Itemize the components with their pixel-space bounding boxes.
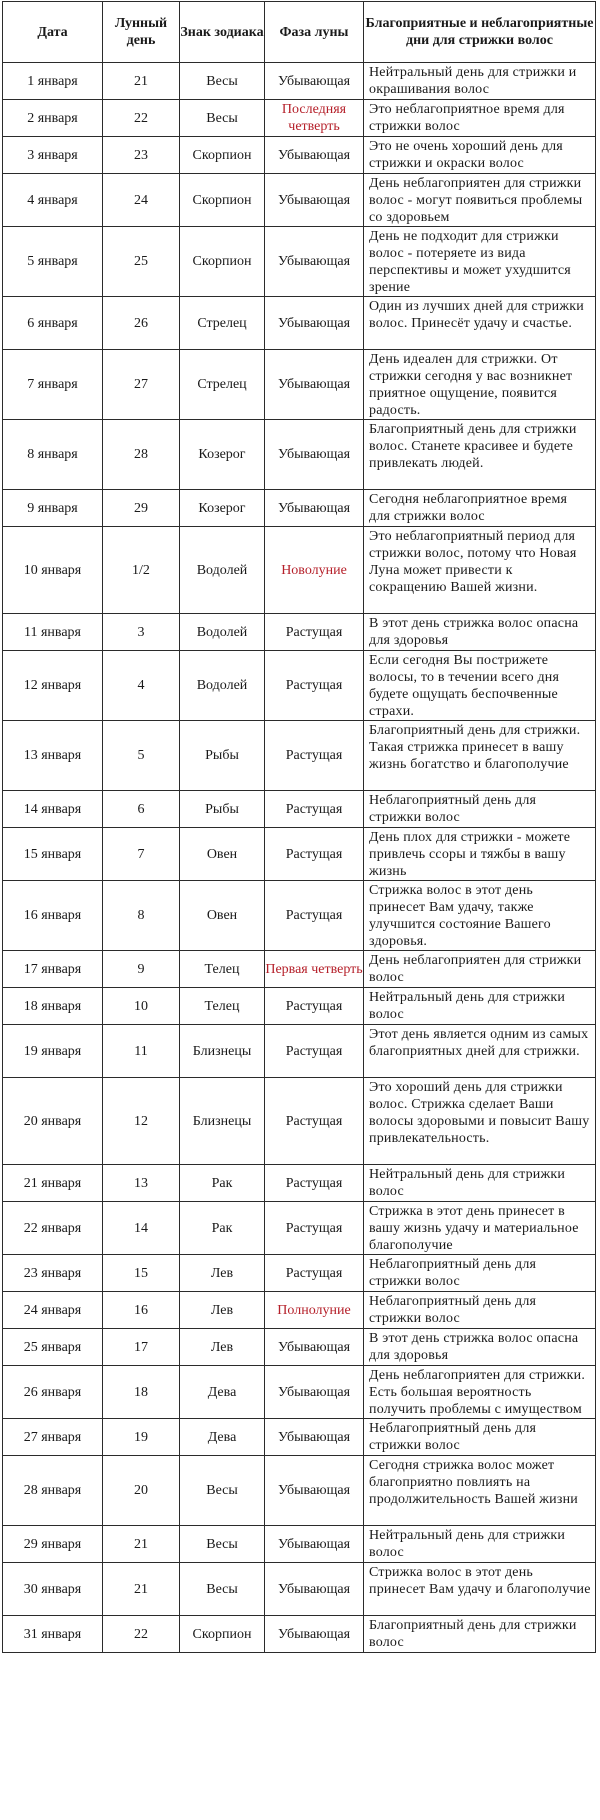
zodiac-sign-cell: Весы [180, 100, 265, 137]
lunar-day-cell: 27 [103, 350, 180, 420]
zodiac-sign-cell: Рыбы [180, 721, 265, 791]
lunar-day-cell: 16 [103, 1292, 180, 1329]
lunar-day-cell: 21 [103, 1563, 180, 1616]
zodiac-sign-cell: Скорпион [180, 174, 265, 227]
moon-phase-cell: Растущая [265, 881, 364, 951]
moon-phase-cell: Убывающая [265, 174, 364, 227]
lunar-day-cell: 20 [103, 1456, 180, 1526]
header-lunar-day: Лунный день [103, 2, 180, 63]
haircut-note-cell: Один из лучших дней для стрижки волос. Принесёт удачу и счастье. [364, 297, 596, 350]
haircut-note-cell: Это хороший день для стрижки волос. Стрижка сделает Ваши волосы здоровыми и повысит Вашу привлекательность. [364, 1078, 596, 1165]
date-cell: 7 января [3, 350, 103, 420]
haircut-note-cell: День неблагоприятен для стрижки волос [364, 951, 596, 988]
date-cell: 6 января [3, 297, 103, 350]
lunar-day-cell: 21 [103, 63, 180, 100]
zodiac-sign-cell: Козерог [180, 490, 265, 527]
moon-phase-cell: Растущая [265, 988, 364, 1025]
haircut-note-cell: Стрижка волос в этот день принесет Вам удачу и благополучие [364, 1563, 596, 1616]
header-date: Дата [3, 2, 103, 63]
lunar-day-cell: 21 [103, 1526, 180, 1563]
date-cell: 31 января [3, 1616, 103, 1653]
moon-phase-cell: Убывающая [265, 1456, 364, 1526]
lunar-day-cell: 10 [103, 988, 180, 1025]
table-row [3, 1419, 596, 1456]
lunar-day-cell: 15 [103, 1255, 180, 1292]
header-zodiac-sign: Знак зодиака [180, 2, 265, 63]
date-cell: 29 января [3, 1526, 103, 1563]
table-row [3, 1078, 596, 1165]
haircut-note-cell: Неблагоприятный день для стрижки волос [364, 1419, 596, 1456]
date-cell: 4 января [3, 174, 103, 227]
table-row [3, 828, 596, 881]
moon-phase-cell: Растущая [265, 791, 364, 828]
date-cell: 14 января [3, 791, 103, 828]
lunar-day-cell: 18 [103, 1366, 180, 1419]
table-row [3, 1366, 596, 1419]
moon-phase-cell: Полнолуние [265, 1292, 364, 1329]
moon-phase-cell: Убывающая [265, 1563, 364, 1616]
zodiac-sign-cell: Скорпион [180, 1616, 265, 1653]
moon-phase-cell: Убывающая [265, 420, 364, 490]
table-row [3, 1025, 596, 1078]
zodiac-sign-cell: Водолей [180, 651, 265, 721]
lunar-day-cell: 11 [103, 1025, 180, 1078]
date-cell: 28 января [3, 1456, 103, 1526]
haircut-note-cell: День неблагоприятен для стрижки волос - могут появиться проблемы со здоровьем [364, 174, 596, 227]
haircut-note-cell: День идеален для стрижки. От стрижки сегодня у вас возникнет приятное ощущение, появится радость. [364, 350, 596, 420]
zodiac-sign-cell: Рак [180, 1165, 265, 1202]
table-row [3, 1616, 596, 1653]
date-cell: 17 января [3, 951, 103, 988]
moon-phase-cell: Растущая [265, 1255, 364, 1292]
table-row [3, 1202, 596, 1255]
zodiac-sign-cell: Водолей [180, 527, 265, 614]
zodiac-sign-cell: Лев [180, 1292, 265, 1329]
moon-phase-cell: Убывающая [265, 1329, 364, 1366]
lunar-day-cell: 24 [103, 174, 180, 227]
table-row [3, 1456, 596, 1526]
haircut-note-cell: Стрижка в этот день принесет в вашу жизнь удачу и материальное благополучие [364, 1202, 596, 1255]
moon-phase-cell: Убывающая [265, 1419, 364, 1456]
moon-phase-cell: Убывающая [265, 137, 364, 174]
haircut-note-cell: День плох для стрижки - можете привлечь ссоры и тяжбы в вашу жизнь [364, 828, 596, 881]
moon-phase-cell: Убывающая [265, 1366, 364, 1419]
zodiac-sign-cell: Скорпион [180, 227, 265, 297]
header-haircut-days: Благоприятные и неблагоприятные дни для стрижки волос [364, 2, 596, 63]
date-cell: 25 января [3, 1329, 103, 1366]
haircut-note-cell: Неблагоприятный день для стрижки волос [364, 1255, 596, 1292]
lunar-day-cell: 22 [103, 1616, 180, 1653]
zodiac-sign-cell: Рак [180, 1202, 265, 1255]
table-row [3, 1255, 596, 1292]
lunar-day-cell: 9 [103, 951, 180, 988]
table-row [3, 988, 596, 1025]
haircut-note-cell: Благоприятный день для стрижки волос [364, 1616, 596, 1653]
moon-phase-cell: Растущая [265, 614, 364, 651]
calendar-table-container [2, 1, 595, 1653]
zodiac-sign-cell: Весы [180, 1456, 265, 1526]
lunar-day-cell: 5 [103, 721, 180, 791]
haircut-note-cell: Нейтральный день для стрижки волос [364, 1526, 596, 1563]
table-row [3, 490, 596, 527]
lunar-day-cell: 22 [103, 100, 180, 137]
zodiac-sign-cell: Близнецы [180, 1025, 265, 1078]
table-row [3, 297, 596, 350]
lunar-day-cell: 29 [103, 490, 180, 527]
zodiac-sign-cell: Рыбы [180, 791, 265, 828]
header-moon-phase: Фаза луны [265, 2, 364, 63]
moon-phase-cell: Растущая [265, 1078, 364, 1165]
table-row [3, 1329, 596, 1366]
date-cell: 5 января [3, 227, 103, 297]
lunar-day-cell: 14 [103, 1202, 180, 1255]
table-row [3, 227, 596, 297]
date-cell: 3 января [3, 137, 103, 174]
moon-phase-cell: Убывающая [265, 1526, 364, 1563]
haircut-calendar-table [2, 1, 596, 1653]
table-row [3, 1563, 596, 1616]
zodiac-sign-cell: Овен [180, 828, 265, 881]
zodiac-sign-cell: Лев [180, 1329, 265, 1366]
moon-phase-cell: Убывающая [265, 297, 364, 350]
moon-phase-cell: Растущая [265, 721, 364, 791]
table-row [3, 63, 596, 100]
table-row [3, 614, 596, 651]
moon-phase-cell: Первая четверть [265, 951, 364, 988]
date-cell: 30 января [3, 1563, 103, 1616]
table-row [3, 721, 596, 791]
lunar-day-cell: 25 [103, 227, 180, 297]
lunar-day-cell: 12 [103, 1078, 180, 1165]
haircut-note-cell: День не подходит для стрижки волос - потеряете из вида перспективы и может ухудшится зрение [364, 227, 596, 297]
lunar-day-cell: 7 [103, 828, 180, 881]
table-row [3, 420, 596, 490]
moon-phase-cell: Растущая [265, 651, 364, 721]
zodiac-sign-cell: Скорпион [180, 137, 265, 174]
haircut-note-cell: Нейтральный день для стрижки волос [364, 988, 596, 1025]
date-cell: 24 января [3, 1292, 103, 1329]
date-cell: 12 января [3, 651, 103, 721]
haircut-note-cell: Благоприятный день для стрижки волос. Станете красивее и будете привлекать людей. [364, 420, 596, 490]
haircut-note-cell: День неблагоприятен для стрижки. Есть большая вероятность получить проблемы с имуществом [364, 1366, 596, 1419]
date-cell: 13 января [3, 721, 103, 791]
haircut-note-cell: Нейтральный день для стрижки волос [364, 1165, 596, 1202]
haircut-note-cell: В этот день стрижка волос опасна для здоровья [364, 1329, 596, 1366]
lunar-day-cell: 26 [103, 297, 180, 350]
zodiac-sign-cell: Стрелец [180, 297, 265, 350]
zodiac-sign-cell: Весы [180, 1563, 265, 1616]
haircut-note-cell: Это не очень хороший день для стрижки и окраски волос [364, 137, 596, 174]
table-body [3, 63, 596, 1653]
date-cell: 21 января [3, 1165, 103, 1202]
date-cell: 10 января [3, 527, 103, 614]
table-row [3, 951, 596, 988]
moon-phase-cell: Растущая [265, 1202, 364, 1255]
table-row [3, 881, 596, 951]
moon-phase-cell: Растущая [265, 1165, 364, 1202]
table-row [3, 651, 596, 721]
moon-phase-cell: Убывающая [265, 63, 364, 100]
haircut-note-cell: Если сегодня Вы пострижете волосы, то в течении всего дня будете ощущать беспочвенные страхи. [364, 651, 596, 721]
zodiac-sign-cell: Дева [180, 1366, 265, 1419]
lunar-day-cell: 17 [103, 1329, 180, 1366]
date-cell: 23 января [3, 1255, 103, 1292]
lunar-day-cell: 8 [103, 881, 180, 951]
lunar-day-cell: 1/2 [103, 527, 180, 614]
date-cell: 9 января [3, 490, 103, 527]
haircut-note-cell: Неблагоприятный день для стрижки волос [364, 1292, 596, 1329]
zodiac-sign-cell: Стрелец [180, 350, 265, 420]
moon-phase-cell: Убывающая [265, 227, 364, 297]
haircut-note-cell: Стрижка волос в этот день принесет Вам удачу, также улучшится состояние Вашего здоровья. [364, 881, 596, 951]
zodiac-sign-cell: Телец [180, 988, 265, 1025]
table-row [3, 174, 596, 227]
haircut-note-cell: Этот день является одним из самых благоприятных дней для стрижки. [364, 1025, 596, 1078]
header-row [3, 2, 596, 63]
moon-phase-cell: Убывающая [265, 350, 364, 420]
table-row [3, 137, 596, 174]
haircut-note-cell: Нейтральный день для стрижки и окрашивания волос [364, 63, 596, 100]
haircut-note-cell: Это неблагоприятное время для стрижки волос [364, 100, 596, 137]
zodiac-sign-cell: Весы [180, 1526, 265, 1563]
zodiac-sign-cell: Дева [180, 1419, 265, 1456]
table-row [3, 1165, 596, 1202]
moon-phase-cell: Растущая [265, 1025, 364, 1078]
zodiac-sign-cell: Весы [180, 63, 265, 100]
lunar-day-cell: 3 [103, 614, 180, 651]
lunar-day-cell: 4 [103, 651, 180, 721]
date-cell: 8 января [3, 420, 103, 490]
lunar-day-cell: 19 [103, 1419, 180, 1456]
lunar-day-cell: 23 [103, 137, 180, 174]
zodiac-sign-cell: Козерог [180, 420, 265, 490]
haircut-note-cell: Сегодня стрижка волос может благоприятно повлиять на продолжительность Вашей жизни [364, 1456, 596, 1526]
lunar-day-cell: 13 [103, 1165, 180, 1202]
moon-phase-cell: Растущая [265, 828, 364, 881]
date-cell: 11 января [3, 614, 103, 651]
table-row [3, 1292, 596, 1329]
moon-phase-cell: Убывающая [265, 490, 364, 527]
table-row [3, 100, 596, 137]
date-cell: 18 января [3, 988, 103, 1025]
moon-phase-cell: Убывающая [265, 1616, 364, 1653]
date-cell: 1 января [3, 63, 103, 100]
date-cell: 26 января [3, 1366, 103, 1419]
haircut-note-cell: Сегодня неблагоприятное время для стрижки волос [364, 490, 596, 527]
zodiac-sign-cell: Водолей [180, 614, 265, 651]
date-cell: 2 января [3, 100, 103, 137]
moon-phase-cell: Последняя четверть [265, 100, 364, 137]
haircut-note-cell: Благоприятный день для стрижки. Такая стрижка принесет в вашу жизнь богатство и благополучие [364, 721, 596, 791]
table-row [3, 1526, 596, 1563]
date-cell: 15 января [3, 828, 103, 881]
date-cell: 16 января [3, 881, 103, 951]
lunar-day-cell: 28 [103, 420, 180, 490]
date-cell: 20 января [3, 1078, 103, 1165]
moon-phase-cell: Новолуние [265, 527, 364, 614]
zodiac-sign-cell: Овен [180, 881, 265, 951]
date-cell: 27 января [3, 1419, 103, 1456]
table-row [3, 791, 596, 828]
zodiac-sign-cell: Лев [180, 1255, 265, 1292]
table-row [3, 350, 596, 420]
zodiac-sign-cell: Телец [180, 951, 265, 988]
haircut-note-cell: Это неблагоприятный период для стрижки волос, потому что Новая Луна может привести к сокращению Вашей жизни. [364, 527, 596, 614]
zodiac-sign-cell: Близнецы [180, 1078, 265, 1165]
haircut-note-cell: В этот день стрижка волос опасна для здоровья [364, 614, 596, 651]
date-cell: 19 января [3, 1025, 103, 1078]
lunar-day-cell: 6 [103, 791, 180, 828]
table-row [3, 527, 596, 614]
haircut-note-cell: Неблагоприятный день для стрижки волос [364, 791, 596, 828]
date-cell: 22 января [3, 1202, 103, 1255]
